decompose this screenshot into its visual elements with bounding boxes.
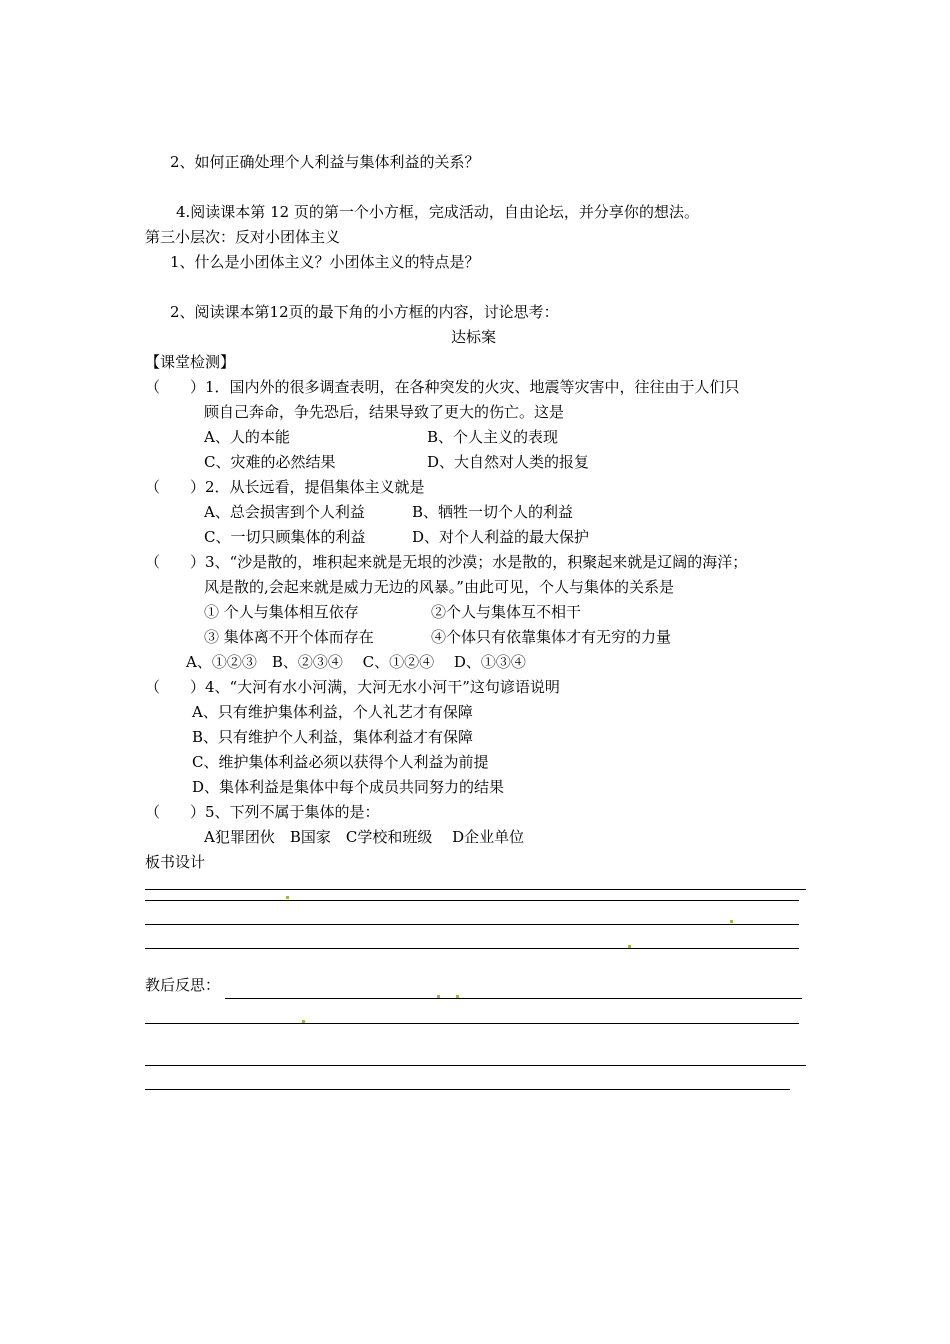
quiz-q2-option-b: B、牺牲一切个人的利益 — [412, 503, 574, 521]
scan-speck — [456, 995, 459, 998]
question-4-read-textbook: 4.阅读课本第 12 页的第一个小方框，完成活动，自由论坛，并分享你的想法。 — [176, 203, 699, 221]
scan-speck — [628, 945, 631, 948]
reflection-line — [145, 1065, 806, 1066]
layer3-question-1: 1、什么是小团体主义？小团体主义的特点是？ — [170, 253, 480, 271]
scan-speck — [730, 920, 733, 923]
quiz-q4-option-a: A、只有维护集体利益，个人礼艺才有保障 — [192, 703, 473, 721]
reflection-label: 教后反思： — [145, 976, 221, 994]
quiz-q5-choices: A犯罪团伙 B国家 C学校和班级 D企业单位 — [204, 828, 525, 846]
quiz-q3-statement-4: ④个体只有依靠集体才有无穷的力量 — [431, 628, 672, 646]
quiz-q1-stem-line2: 顾自己奔命，争先恐后，结果导致了更大的伤亡。这是 — [204, 403, 565, 421]
quiz-q3-stem-line2: 风是散的,会起来就是威力无边的风暴。”由此可见，个人与集体的关系是 — [204, 578, 674, 596]
quiz-q2-option-d: D、对个人利益的最大保护 — [412, 528, 590, 546]
quiz-q3-choices: A、①②③ B、②③④ C、①②④ D、①③④ — [186, 653, 526, 671]
board-design-line — [145, 948, 799, 949]
quiz-q4-option-b: B、只有维护个人利益，集体利益才有保障 — [192, 728, 474, 746]
quiz-q1-option-b: B、个人主义的表现 — [427, 428, 559, 446]
scan-speck — [437, 995, 440, 998]
quiz-q2-option-c: C、一切只顾集体的利益 — [204, 528, 366, 546]
board-design-line — [145, 924, 799, 925]
quiz-q3-stem-line1: （ ）3、“沙是散的，堆积起来就是无垠的沙漠；水是散的，积聚起来就是辽阔的海洋； — [145, 553, 748, 571]
dabiao-title: 达标案 — [451, 328, 497, 346]
board-design-line — [145, 900, 799, 901]
quiz-q1-option-d: D、大自然对人类的报复 — [427, 453, 590, 471]
scan-speck — [302, 1020, 305, 1023]
quiz-q3-statement-2: ②个人与集体互不相干 — [431, 603, 582, 621]
board-design-label: 板书设计 — [145, 853, 206, 871]
quiz-q3-statement-3: ③ 集体离不开个体而存在 — [204, 628, 374, 646]
quiz-q1-option-a: A、人的本能 — [204, 428, 290, 446]
quiz-q4-stem: （ ）4、“大河有水小河满，大河无水小河干”这句谚语说明 — [145, 678, 560, 696]
quiz-q5-stem: （ ）5、下列不属于集体的是： — [145, 803, 380, 821]
reflection-line — [145, 1023, 799, 1024]
board-design-line — [145, 889, 806, 890]
quiz-q3-statement-1: ① 个人与集体相互依存 — [204, 603, 359, 621]
quiz-q4-option-c: C、维护集体利益必须以获得个人利益为前提 — [192, 753, 489, 771]
reflection-line — [225, 998, 802, 999]
question-2-personal-collective: 2、如何正确处理个人利益与集体利益的关系？ — [170, 153, 480, 171]
reflection-line — [145, 1089, 790, 1090]
scan-speck — [286, 896, 289, 899]
quiz-q2-option-a: A、总会损害到个人利益 — [204, 503, 365, 521]
ketang-heading: 【课堂检测】 — [145, 353, 236, 371]
quiz-q4-option-d: D、集体利益是集体中每个成员共同努力的结果 — [192, 778, 505, 796]
quiz-q1-stem-line1: （ ）1．国内外的很多调查表明，在各种突发的火灾、地震等灾害中，往往由于人们只 — [145, 378, 740, 396]
section-heading-layer3: 第三小层次：反对小团体主义 — [145, 228, 341, 246]
quiz-q1-option-c: C、灾难的必然结果 — [204, 453, 336, 471]
quiz-q2-stem: （ ）2．从长远看，提倡集体主义就是 — [145, 478, 425, 496]
layer3-question-2: 2、阅读课本第12页的最下角的小方框的内容，讨论思考： — [170, 303, 559, 321]
